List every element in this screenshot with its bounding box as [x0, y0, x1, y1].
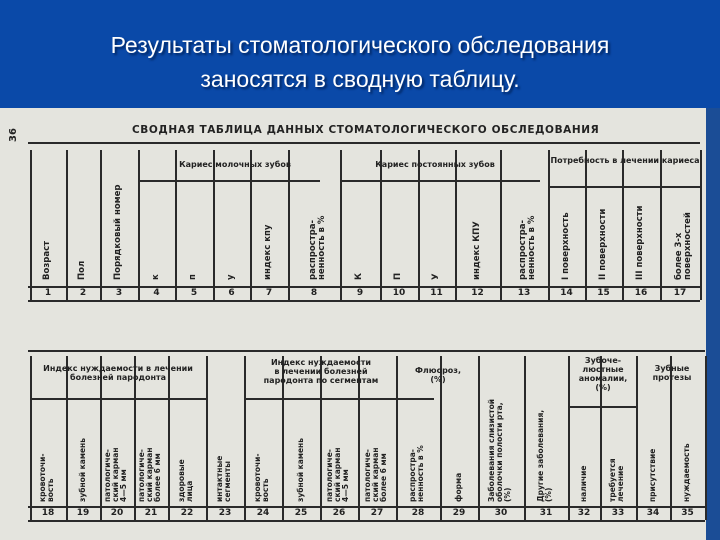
column-number: 22: [180, 508, 194, 518]
column-header-label: У: [430, 273, 441, 280]
column-number: 29: [452, 508, 466, 518]
column-rule: [478, 356, 480, 520]
column-header-label: патологиче- ский карман более 6 мм: [136, 447, 162, 502]
column-number: 24: [256, 508, 270, 518]
column-rule: [175, 150, 177, 300]
column-number: 5: [190, 288, 198, 298]
column-group-label: Кариес молочных зубов: [179, 160, 291, 169]
column-number: 7: [265, 288, 273, 298]
column-header-label: патологиче- ский карман более 6 мм: [362, 447, 388, 502]
column-header-label: индекс КПУ: [471, 221, 482, 280]
table-rule: [28, 300, 700, 302]
column-number: 13: [517, 288, 531, 298]
column-header-label: зубной камень: [295, 438, 305, 502]
column-number: 12: [471, 288, 484, 298]
column-header-label: распростра- ненность в %: [308, 215, 327, 280]
column-number: 9: [356, 288, 364, 298]
column-number: 8: [310, 288, 318, 298]
column-header-label: здоровые лица: [177, 459, 194, 502]
scan-right-edge: [706, 108, 720, 540]
column-rule: [206, 356, 208, 520]
column-header-label: более 3-х поверхностей: [674, 212, 693, 280]
column-header-label: п: [188, 274, 198, 280]
column-rule: [660, 150, 662, 300]
column-header-label: присутствие: [647, 448, 657, 502]
column-rule: [380, 150, 382, 300]
column-rule: [636, 356, 638, 520]
column-number: 20: [110, 508, 124, 518]
table-rule: [548, 186, 700, 188]
column-number: 19: [76, 508, 90, 518]
column-group-label: Зубные протезы: [652, 364, 692, 382]
column-number: 32: [577, 508, 591, 518]
column-number: 3: [115, 288, 123, 298]
column-number: 15: [597, 288, 610, 298]
column-group-label: Индекс нуждаемости в лечении болезней пародонта по сегментам: [263, 358, 379, 385]
column-number: 31: [539, 508, 553, 518]
column-header-label: требуется лечение: [608, 458, 625, 502]
column-number: 33: [611, 508, 625, 518]
column-header-label: П: [393, 272, 403, 280]
column-header-label: нуждаемость: [682, 443, 691, 502]
column-header-label: II поверхности: [597, 208, 608, 280]
table-rule: [28, 520, 705, 522]
column-rule: [524, 356, 526, 520]
column-header-label: патологиче- ский карман 4—5 мм: [102, 447, 128, 502]
column-rule: [340, 150, 342, 300]
column-header-label: патологиче- ский карман 4—5 мм: [324, 447, 350, 502]
column-number: 16: [634, 288, 648, 298]
column-rule: [100, 150, 102, 300]
column-number: 11: [430, 288, 443, 298]
column-number: 10: [392, 288, 406, 298]
column-header-label: к: [150, 274, 161, 280]
column-group-label: Флюороз, (%): [415, 366, 461, 384]
column-header-label: наличие: [578, 465, 588, 502]
column-rule: [30, 150, 32, 300]
column-group-label: Кариес постоянных зубов: [375, 160, 495, 169]
table-rule: [138, 180, 320, 182]
table-rule: [244, 398, 434, 400]
column-rule: [700, 150, 702, 300]
page-number: 36: [8, 128, 19, 142]
column-header-label: распростра- ненность в %: [408, 445, 425, 502]
column-rule: [455, 150, 457, 300]
column-rule: [138, 150, 140, 300]
column-number: 27: [370, 508, 384, 518]
column-rule: [500, 150, 502, 300]
column-header-label: форма: [453, 472, 463, 502]
table-title: СВОДНАЯ ТАБЛИЦА ДАННЫХ СТОМАТОЛОГИЧЕСКОГО ОБСЛЕДОВАНИЯ: [132, 124, 600, 136]
column-rule: [705, 356, 707, 520]
column-header-label: индекс кпу: [263, 224, 273, 280]
column-group-label: Зубоче- люстные аномалии, (%): [578, 356, 628, 392]
column-rule: [585, 150, 587, 300]
column-number: 34: [646, 508, 660, 518]
column-header-label: Возраст: [42, 240, 52, 280]
column-header-label: К: [354, 273, 364, 280]
column-number: 17: [673, 288, 687, 298]
column-number: 21: [144, 508, 158, 518]
column-header-label: Заболевания слизистой оболочки полости рта, (%): [486, 398, 512, 502]
slide-title: Результаты стоматологического обследования заносятся в сводную таблицу.: [110, 32, 610, 92]
table-rule: [30, 398, 206, 400]
column-header-label: у: [225, 274, 236, 280]
table-rule: [340, 180, 540, 182]
column-header-label: Порядковый номер: [113, 184, 123, 280]
table-rule: [28, 142, 700, 144]
column-header-label: распростра- ненность в %: [518, 215, 537, 280]
column-number: 23: [218, 508, 232, 518]
column-number: 30: [494, 508, 508, 518]
column-number: 14: [560, 288, 573, 298]
column-rule: [66, 150, 68, 300]
column-header-label: Пол: [77, 260, 87, 280]
table-rule: [28, 350, 705, 352]
column-header-label: интактные сегменты: [215, 455, 232, 502]
column-number: 2: [79, 288, 87, 298]
column-rule: [548, 150, 550, 300]
column-number: 18: [41, 508, 55, 518]
column-number: 25: [294, 508, 308, 518]
column-group-label: Индекс нуждаемости в лечении болезней пародонта: [43, 364, 193, 382]
column-rule: [396, 356, 398, 520]
column-number: 4: [153, 288, 160, 298]
column-rule: [418, 150, 420, 300]
column-number: 1: [44, 288, 52, 298]
column-rule: [288, 150, 290, 300]
column-rule: [213, 150, 215, 300]
column-group-label: Потребность в лечении кариеса: [550, 156, 700, 165]
column-header-label: кровоточи- вость: [253, 453, 270, 502]
column-number: 35: [681, 508, 694, 518]
column-header-label: кровоточи- вость: [38, 453, 55, 502]
table-rule: [568, 406, 638, 408]
column-header-label: I поверхность: [560, 212, 571, 280]
column-header-label: Другие заболевания, (%): [536, 409, 553, 502]
column-header-label: III поверхности: [635, 205, 645, 280]
column-rule: [622, 150, 624, 300]
column-number: 28: [411, 508, 425, 518]
column-rule: [250, 150, 252, 300]
column-number: 26: [332, 508, 346, 518]
column-header-label: зубной камень: [77, 438, 87, 502]
column-number: 6: [228, 288, 235, 298]
